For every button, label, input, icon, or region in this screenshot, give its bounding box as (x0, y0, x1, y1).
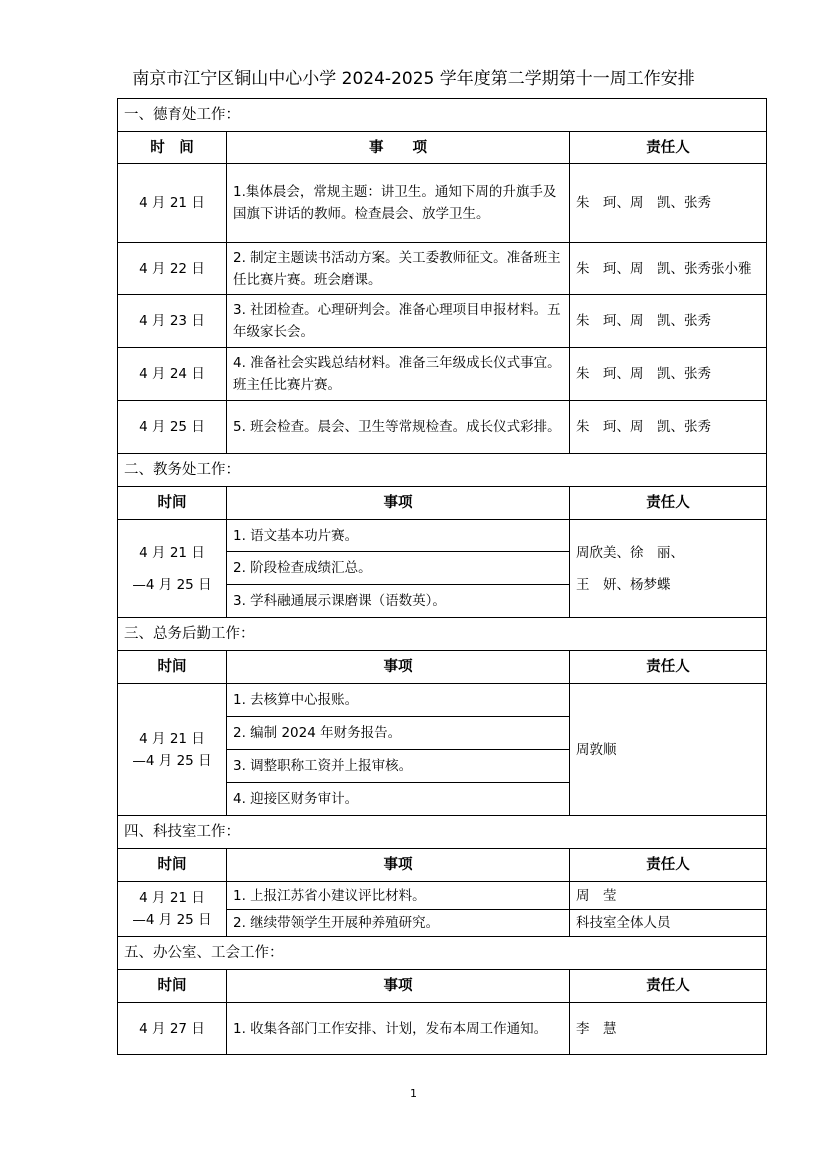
responsible-line: 王 妍、杨梦蝶 (576, 576, 671, 593)
header-responsible: 责任人 (570, 651, 767, 684)
item-cell: 2. 编制 2024 年财务报告。 (227, 717, 570, 750)
item-cell: 1. 上报江苏省小建议评比材料。 (227, 882, 570, 910)
time-start: 4 月 21 日 (139, 890, 205, 906)
time-cell: 4 月 25 日 (118, 401, 227, 454)
item-cell: 3. 调整职称工资并上报审核。 (227, 750, 570, 783)
section-heading: 四、科技室工作： (118, 816, 767, 849)
table-row (118, 684, 767, 717)
table-row (118, 882, 767, 910)
time-cell: 4 月 24 日 (118, 348, 227, 401)
responsible-cell: 周 莹 (570, 882, 767, 910)
table-row (118, 164, 767, 243)
header-time: 时间 (118, 487, 227, 520)
header-item: 事项 (227, 487, 570, 520)
time-end: —4 月 25 日 (132, 752, 212, 769)
item-cell: 3. 社团检查。心理研判会。准备心理项目申报材料。五年级家长会。 (227, 295, 570, 348)
time-end: —4 月 25 日 (132, 576, 212, 593)
item-cell: 4. 迎接区财务审计。 (227, 783, 570, 816)
header-time: 时 间 (118, 132, 227, 164)
item-cell: 3. 学科融通展示课磨课（语数英）。 (227, 585, 570, 618)
responsible-cell (570, 520, 767, 618)
header-row (118, 970, 767, 1003)
responsible-cell: 周敦顺 (570, 684, 767, 816)
section-heading: 二、教务处工作： (118, 454, 767, 487)
responsible-cell: 科技室全体人员 (570, 910, 767, 937)
responsible-cell: 朱 珂、周 凯、张秀张小雅 (570, 243, 767, 295)
header-row (118, 132, 767, 164)
table-row (118, 243, 767, 295)
responsible-cell: 李 慧 (570, 1003, 767, 1055)
header-time: 时间 (118, 970, 227, 1003)
section-heading-row (118, 99, 767, 132)
time-cell: 4 月 22 日 (118, 243, 227, 295)
header-responsible: 责任人 (570, 132, 767, 164)
section-heading-row (118, 618, 767, 651)
header-time: 时间 (118, 849, 227, 882)
time-cell: 4 月 27 日 (118, 1003, 227, 1055)
section-heading: 一、德育处工作： (118, 99, 767, 132)
responsible-cell: 朱 珂、周 凯、张秀 (570, 401, 767, 454)
header-item: 事项 (227, 651, 570, 684)
item-cell: 1.集体晨会，常规主题：讲卫生。通知下周的升旗手及国旗下讲话的教师。检查晨会、放学卫生。 (227, 164, 570, 243)
responsible-cell: 朱 珂、周 凯、张秀 (570, 164, 767, 243)
responsible-line: 周欣美、徐 丽、 (576, 544, 684, 561)
item-cell: 2. 继续带领学生开展种养殖研究。 (227, 910, 570, 937)
responsible-cell: 朱 珂、周 凯、张秀 (570, 348, 767, 401)
time-cell (118, 684, 227, 816)
item-cell: 1. 收集各部门工作安排、计划，发布本周工作通知。 (227, 1003, 570, 1055)
responsible-cell: 朱 珂、周 凯、张秀 (570, 295, 767, 348)
schedule-table (117, 98, 767, 1055)
item-cell: 1. 语文基本功片赛。 (227, 520, 570, 552)
header-item: 事项 (227, 970, 570, 1003)
item-cell: 5. 班会检查。晨会、卫生等常规检查。成长仪式彩排。 (227, 401, 570, 454)
header-row (118, 487, 767, 520)
table-row (118, 1003, 767, 1055)
header-time: 时间 (118, 651, 227, 684)
item-cell: 2. 阶段检查成绩汇总。 (227, 552, 570, 585)
header-item: 事项 (227, 849, 570, 882)
time-cell: 4 月 21 日 (118, 164, 227, 243)
section-heading: 五、办公室、工会工作： (118, 937, 767, 970)
table-row (118, 295, 767, 348)
header-responsible: 责任人 (570, 487, 767, 520)
header-responsible: 责任人 (570, 970, 767, 1003)
time-start: 4 月 21 日 (139, 544, 205, 561)
time-start: 4 月 21 日 (139, 730, 205, 747)
section-heading: 三、总务后勤工作： (118, 618, 767, 651)
item-cell: 4. 准备社会实践总结材料。准备三年级成长仪式事宜。班主任比赛片赛。 (227, 348, 570, 401)
table-row (118, 348, 767, 401)
time-cell: 4 月 23 日 (118, 295, 227, 348)
section-heading-row (118, 454, 767, 487)
time-cell (118, 882, 227, 937)
page-number: 1 (410, 1087, 417, 1100)
document-title: 南京市江宁区铜山中心小学 2024-2025 学年度第二学期第十一周工作安排 (132, 69, 695, 89)
section-heading-row (118, 816, 767, 849)
header-responsible: 责任人 (570, 849, 767, 882)
table-row (118, 401, 767, 454)
time-cell (118, 520, 227, 618)
table-row (118, 520, 767, 552)
header-row (118, 651, 767, 684)
section-heading-row (118, 937, 767, 970)
item-cell: 2. 制定主题读书活动方案。关工委教师征文。准备班主任比赛片赛。班会磨课。 (227, 243, 570, 295)
item-cell: 1. 去核算中心报账。 (227, 684, 570, 717)
header-row (118, 849, 767, 882)
header-item: 事 项 (227, 132, 570, 164)
time-end: —4 月 25 日 (132, 912, 212, 928)
